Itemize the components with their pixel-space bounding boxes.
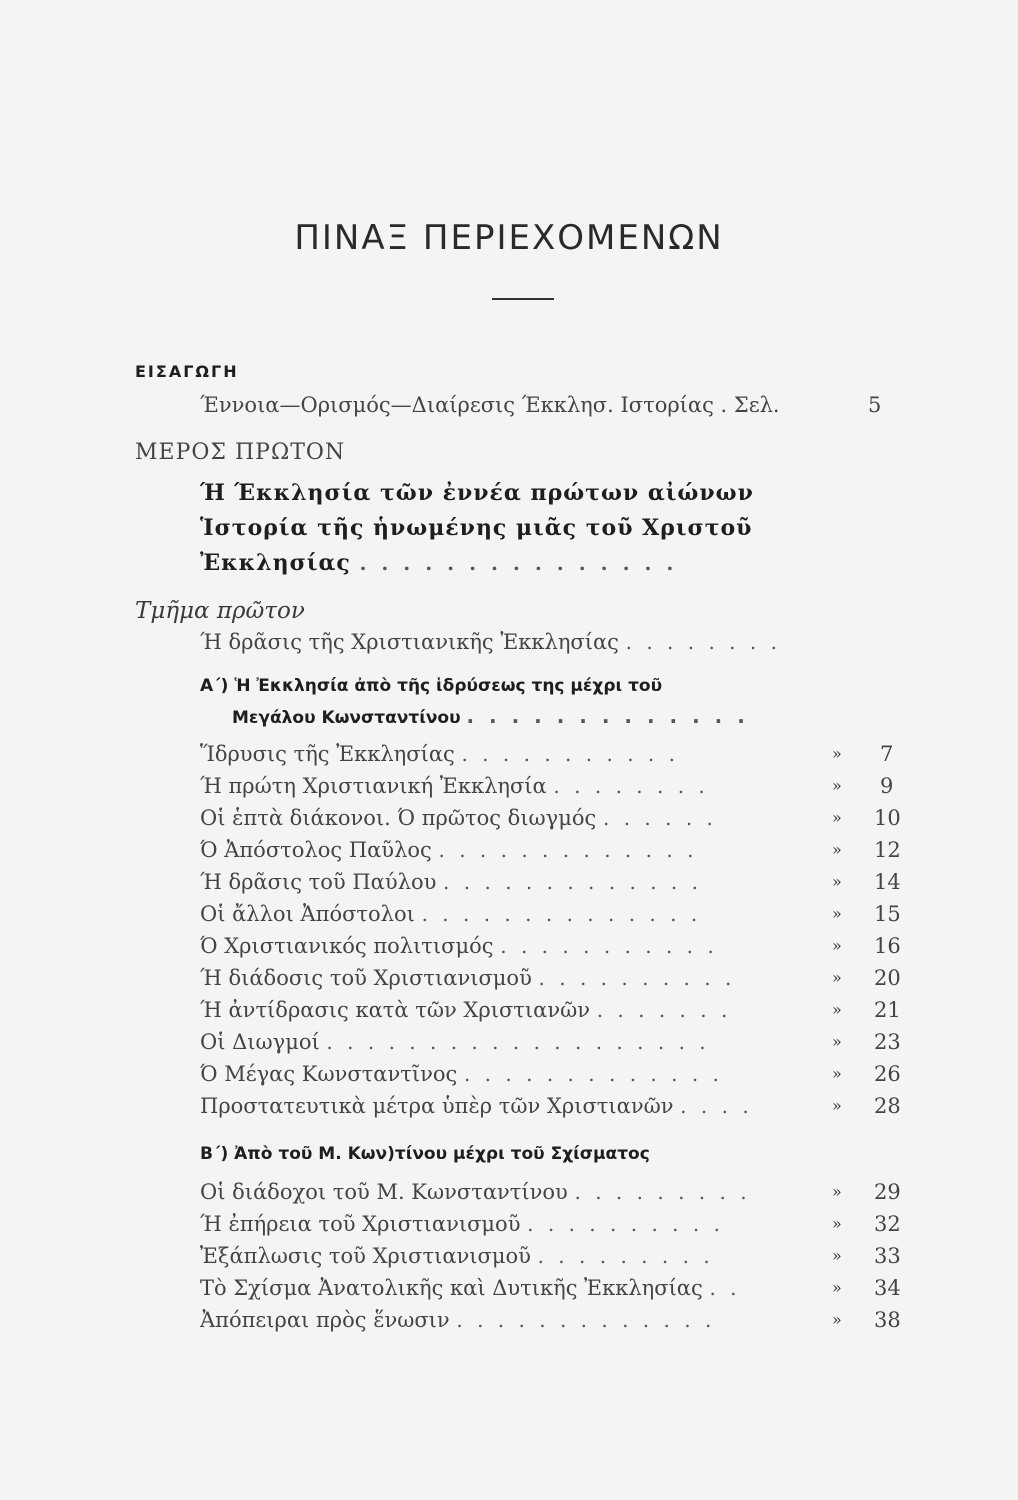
toc-entry (200, 806, 717, 830)
ditto-mark: » (832, 1246, 842, 1265)
toc-entry-text: Ή πρώτη Χριστιανική Ἐκκλησία (200, 774, 547, 798)
toc-entry (200, 1276, 741, 1300)
toc-entry-dots: . . . . . . . . . (537, 1244, 714, 1268)
toc-entry-dots: . . . . . . . . . . . . . (438, 838, 698, 862)
page-number: 33 (874, 1244, 901, 1268)
page-number: 26 (874, 1062, 901, 1086)
toc-entry-text: Ἐξάπλωσις τοῦ Χριστιανισμοῦ (200, 1244, 531, 1268)
page-number: 28 (874, 1094, 901, 1118)
toc-entry (200, 870, 702, 894)
ditto-mark: » (832, 808, 842, 827)
toc-entry-dots: . . . . . . (602, 806, 717, 830)
toc-entry-dots: . . . . . . . . . . . . . . . . . . . (326, 1030, 710, 1054)
toc-entry (200, 1212, 724, 1236)
ditto-mark: » (832, 936, 842, 955)
ditto-mark: » (832, 744, 842, 763)
page-number: 15 (874, 902, 901, 926)
toc-entry-text: Ή δρᾶσις τοῦ Παύλου (200, 870, 437, 894)
section-one-entry-text: Ή δρᾶσις τῆς Χριστιανικῆς Ἐκκλησίας (200, 630, 619, 654)
toc-entry (200, 1308, 715, 1332)
toc-entry-text: Ἵδρυσις τῆς Ἐκκλησίας (200, 742, 455, 766)
toc-entry-dots: . . . . . . . (596, 998, 732, 1022)
page-number: 29 (874, 1180, 901, 1204)
ditto-mark: » (832, 1096, 842, 1115)
page-title: ΠΙΝΑΞ ΠΕΡΙΕΧΟΜΕΝΩΝ (294, 218, 724, 258)
toc-entry-dots: . . . . . . . . . . . . . (456, 1308, 716, 1332)
intro-page: 5 (868, 393, 882, 417)
toc-entry-text: Οἱ Διωγμοί (200, 1030, 320, 1054)
subsection-a-heading-line-1: Α΄) Ἡ Ἐκκλησία ἀπὸ τῆς ἱδρύσεως της μέχρι τοῦ (200, 676, 663, 696)
page-number: 23 (874, 1030, 901, 1054)
part-one-line-1: Ή Έκκλησία τῶν ἐννέα πρώτων αἰώνων (200, 480, 754, 506)
page-number: 14 (874, 870, 901, 894)
toc-entry (200, 1030, 710, 1054)
toc-entry-dots: . . (709, 1276, 741, 1300)
page-number: 38 (874, 1308, 901, 1332)
toc-entry (200, 902, 701, 926)
part-one-heading: ΜΕΡΟΣ ΠΡΩΤΟΝ (135, 440, 346, 465)
ditto-mark: » (832, 1214, 842, 1233)
subsection-a-heading-line-2 (232, 704, 749, 728)
section-one-heading: Τμῆμα πρῶτον (135, 598, 305, 624)
toc-entry-dots: . . . . . . . . . . . (500, 934, 718, 958)
toc-entry (200, 1180, 751, 1204)
ditto-mark: » (832, 968, 842, 987)
page-number: 20 (874, 966, 901, 990)
subsection-a-heading-line-2-dots: . . . . . . . . . . . . . (466, 704, 749, 728)
toc-entry-dots: . . . . . . . . . (574, 1180, 751, 1204)
ditto-mark: » (832, 1182, 842, 1201)
toc-entry (200, 774, 709, 798)
page-number: 9 (880, 774, 894, 798)
page-number: 34 (874, 1276, 901, 1300)
part-one-line-3 (200, 550, 677, 576)
intro-line: Έννοια—Ορισμός—Διαίρεσις Έκκλησ. Ιστορίας . Σελ. (200, 393, 780, 417)
page-number: 12 (874, 838, 901, 862)
section-one-entry (200, 630, 781, 654)
part-one-line-2: Ἱστορία τῆς ἡνωμένης μιᾶς τοῦ Χριστοῦ (200, 515, 753, 541)
page-number: 7 (880, 742, 894, 766)
part-one-line-3-dots: . . . . . . . . . . . . . . . (359, 551, 678, 575)
page-number: 21 (874, 998, 901, 1022)
toc-entry-text: Ή ἀντίδρασις κατὰ τῶν Χριστιανῶν (200, 998, 590, 1022)
ditto-mark: » (832, 872, 842, 891)
toc-entry-text: Ό Μέγας Κωνσταντῖνος (200, 1062, 458, 1086)
toc-entry-dots: . . . . . . . . . . . . . (443, 870, 702, 894)
toc-entry-dots: . . . . . . . . . . . . . (463, 1062, 723, 1086)
toc-entry (200, 742, 679, 766)
toc-entry-text: Ή διάδοσις τοῦ Χριστιανισμοῦ (200, 966, 532, 990)
ditto-mark: » (832, 1000, 842, 1019)
toc-entry (200, 1062, 723, 1086)
toc-entry-dots: . . . . . . . . . . . . . . (421, 902, 702, 926)
toc-entry-dots: . . . . . . . . . . (527, 1212, 724, 1236)
ditto-mark: » (832, 1310, 842, 1329)
ditto-mark: » (832, 1278, 842, 1297)
ditto-mark: » (832, 840, 842, 859)
ditto-mark: » (832, 1032, 842, 1051)
toc-entry (200, 1244, 714, 1268)
toc-entry-dots: . . . . (680, 1094, 753, 1118)
part-one-line-3-text: Ἐκκλησίας (200, 550, 351, 576)
intro-heading: ΕΙΣΑΓΩΓΗ (135, 362, 239, 381)
toc-entry-text: Ό Ἀπόστολος Παῦλος (200, 838, 432, 862)
toc-entry-text: Οἱ ἄλλοι Ἀπόστολοι (200, 902, 415, 926)
page-number: 10 (874, 806, 901, 830)
ditto-mark: » (832, 904, 842, 923)
toc-entry (200, 966, 735, 990)
toc-entry-text: Ἀπόπειραι πρὸς ἕνωσιν (200, 1308, 450, 1332)
toc-entry-dots: . . . . . . . . (553, 774, 709, 798)
toc-entry (200, 934, 718, 958)
toc-entry-text: Ό Χριστιανικός πολιτισμός (200, 934, 494, 958)
toc-entry-dots: . . . . . . . . . . . (461, 742, 679, 766)
toc-entry-text: Προστατευτικὰ μέτρα ὑπὲρ τῶν Χριστιανῶν (200, 1094, 674, 1118)
title-rule (492, 298, 554, 300)
toc-entry-text: Τὸ Σχίσμα Ἀνατολικῆς καὶ Δυτικῆς Ἐκκλησίας (200, 1276, 703, 1300)
page-number: 32 (874, 1212, 901, 1236)
toc-entry (200, 838, 697, 862)
toc-entry-text: Ή ἐπήρεια τοῦ Χριστιανισμοῦ (200, 1212, 521, 1236)
toc-entry-text: Οἱ ἑπτὰ διάκονοι. Ό πρῶτος διωγμός (200, 806, 597, 830)
page-number: 16 (874, 934, 901, 958)
ditto-mark: » (832, 776, 842, 795)
ditto-mark: » (832, 1064, 842, 1083)
subsection-a-heading-line-2-text: Μεγάλου Κωνσταντίνου (232, 708, 461, 728)
toc-entry (200, 998, 731, 1022)
section-one-entry-dots: . . . . . . . . (625, 630, 781, 654)
subsection-b-heading: Β΄) Ἀπὸ τοῦ Μ. Κων)τίνου μέχρι τοῦ Σχίσματος (200, 1144, 650, 1164)
toc-entry-dots: . . . . . . . . . . (538, 966, 736, 990)
toc-entry (200, 1094, 753, 1118)
toc-entry-text: Οἱ διάδοχοι τοῦ Μ. Κωνσταντίνου (200, 1180, 568, 1204)
